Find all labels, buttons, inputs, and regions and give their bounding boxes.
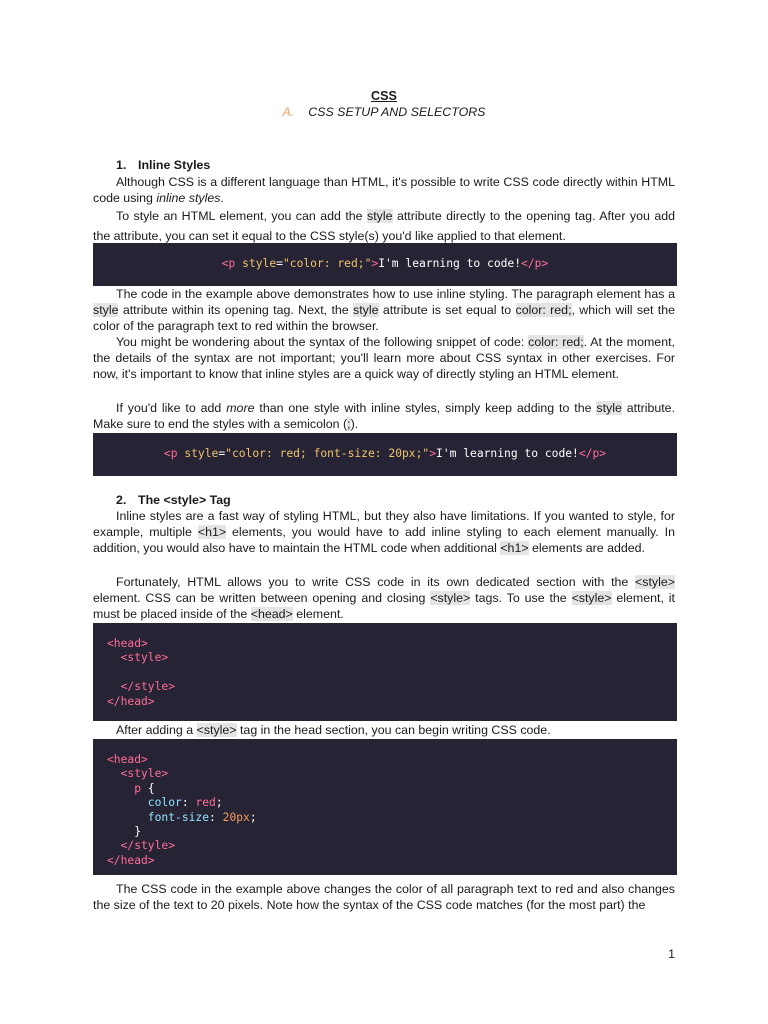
code-line (107, 666, 677, 680)
code-line: color: red; (107, 796, 223, 810)
paragraph-s1-p5: If you'd like to add more than one style with inline styles, simply keep adding to the style attribute. Make sure to end the styles with a semicolon (;). (93, 401, 676, 431)
code-line: p { (107, 781, 155, 795)
subtitle-number: A. (282, 105, 295, 119)
code-line: <style> (107, 767, 169, 781)
paragraph-s1-p4: You might be wondering about the syntax of the following snippet of code: color: red;. At the moment, the details of the syntax are not important; you'll learn more about CSS syntax in other exercises. For now, it's important to know that inline styles are a quick way of directly styling an HTML element. (93, 335, 675, 381)
code-line: </style> (107, 680, 176, 694)
paragraph-s2-p4: The CSS code in the example above changes the color of all paragraph text to red and also changes the size of the text to 20 pixels. Note how the syntax of the CSS code matches (for the most part) the (93, 882, 675, 912)
paragraph-s2-p3: After adding a <style> tag in the head section, you can begin writing CSS code. (116, 723, 551, 737)
section-heading-inline-styles: 1. Inline Styles (116, 158, 211, 172)
code-line: <p style="color: red;">I'm learning to code!</p> (221, 257, 549, 270)
code-block-head-style (93, 623, 677, 721)
paragraph-s2-p2: Fortunately, HTML allows you to write CSS code in its own dedicated section with the <style> element. CSS can be written between opening and closing <style> tags. To use the <style> element, it must be placed inside of the <head> element. (93, 575, 675, 621)
code-line: <head> (107, 637, 148, 650)
subtitle-text: CSS SETUP AND SELECTORS (308, 105, 486, 119)
paragraph-s1-p2: To style an HTML element, you can add the style attribute directly to the opening tag. After you add the attribute, you can set it equal to the CSS style(s) you'd like applied to that element. (93, 209, 675, 243)
code-line: </style> (107, 839, 176, 853)
code-line: </head> (107, 694, 155, 708)
code-block-inline-style (93, 243, 677, 286)
code-line: <head> (107, 753, 148, 766)
code-line: font-size: 20px; (107, 810, 257, 824)
document-title: CSS (371, 89, 397, 103)
code-line: <style> (107, 651, 169, 665)
code-line: </head> (107, 853, 155, 867)
code-line: } (107, 824, 142, 838)
code-block-css-rules (93, 739, 677, 875)
page-number: 1 (668, 947, 675, 961)
section-heading-style-tag: 2. The <style> Tag (116, 493, 231, 507)
document-subtitle (93, 104, 675, 120)
paragraph-s1-p1: Although CSS is a different language than HTML, it's possible to write CSS code directly within HTML code using inline styles. (93, 175, 675, 205)
code-line: <p style="color: red; font-size: 20px;">I'm learning to code!</p> (163, 447, 607, 460)
paragraph-s2-p1: Inline styles are a fast way of styling HTML, but they also have limitations. If you wanted to style, for example, multiple <h1> elements, you would have to add inline styling to each element manually. In addition, you would also have to maintain the HTML code when additional <h1> elements are added. (93, 509, 675, 555)
paragraph-s1-p3: The code in the example above demonstrates how to use inline styling. The paragraph element has a style attribute within its opening tag. Next, the style attribute is set equal to color: red;, which will set the color of the paragraph text to red within the browser. (93, 287, 675, 333)
code-block-multiple-styles (93, 433, 677, 476)
